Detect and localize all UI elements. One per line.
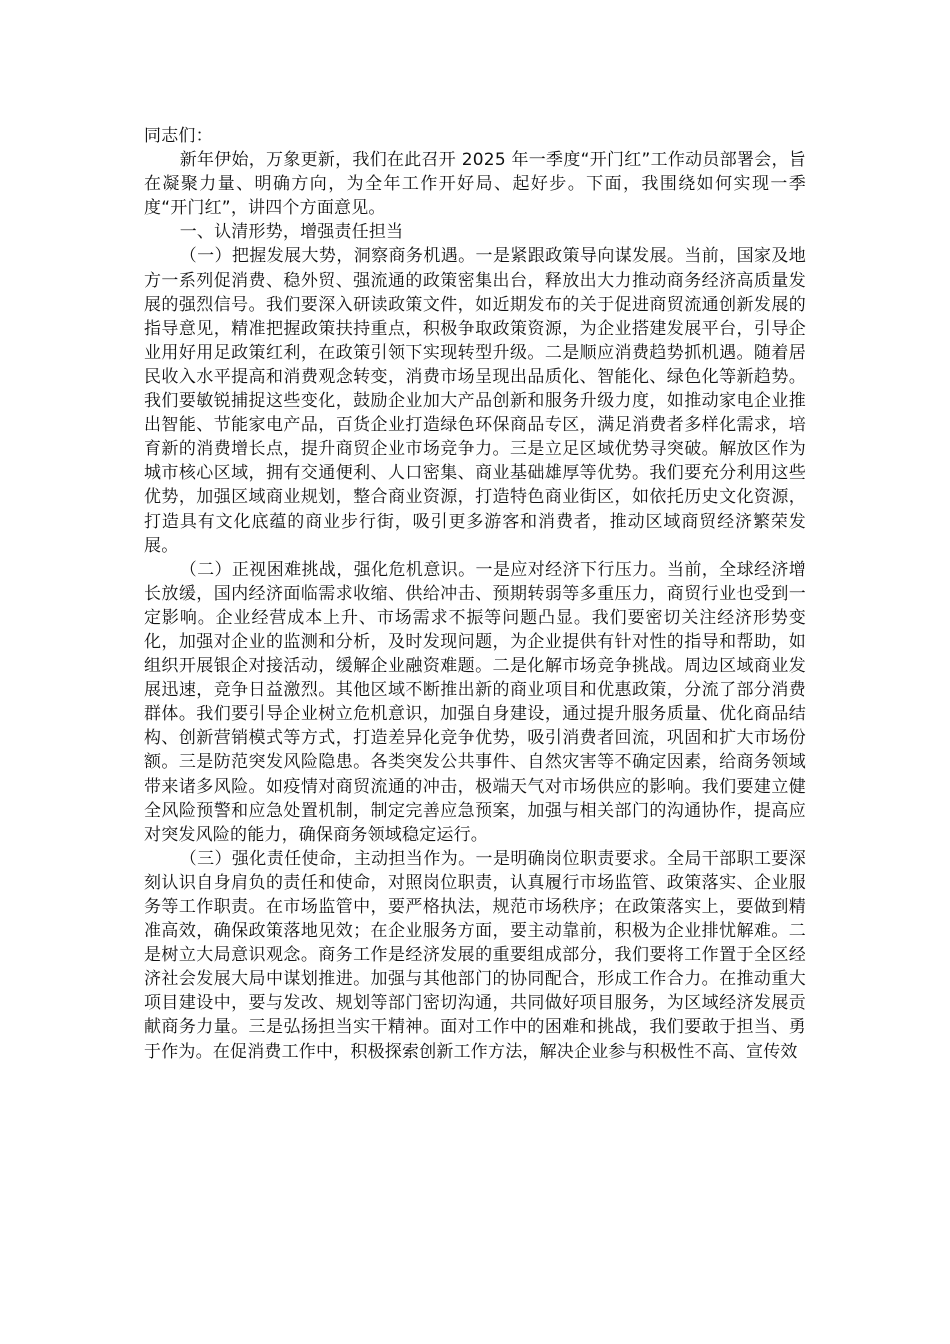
body-paragraph: （三）强化责任使命，主动担当作为。一是明确岗位职责要求。全局干部职工要深刻认识自身肩负的责任和使命，对照岗位职责，认真履行市场监管、政策落实、企业服务等工作职责。在市场监管中，要严格执法，规范市场秩序；在政策落实上，要做到精准高效，确保政策落地见效；在企业服务方面，要主动靠前，积极为企业排忧解难。二是树立大局意识观念。商务工作是经济发展的重要组成部分，我们要将工作置于全区经济社会发展大局中谋划推进。加强与其他部门的协同配合，形成工作合力。在推动重大项目建设中，要与发改、规划等部门密切沟通，共同做好项目服务，为区域经济发展贡献商务力量。三是弘扬担当实干精神。面对工作中的困难和挑战，我们要敢于担当、勇于作为。在促消费工作中，积极探索创新工作方法，解决企业参与积极性不高、宣传效 (144, 848, 806, 1062)
body-paragraph: （一）把握发展大势，洞察商务机遇。一是紧跟政策导向谋发展。当前，国家及地方一系列促消费、稳外贸、强流通的政策密集出台，释放出大力推动商务经济高质量发展的强烈信号。我们要深入研读政策文件，如近期发布的关于促进商贸流通创新发展的指导意见，精准把握政策扶持重点，积极争取政策资源，为企业搭建发展平台，引导企业用好用足政策红利，在政策引领下实现转型升级。二是顺应消费趋势抓机遇。随着居民收入水平提高和消费观念转变，消费市场呈现出品质化、智能化、绿色化等新趋势。我们要敏锐捕捉这些变化，鼓励企业加大产品创新和服务升级力度，如推动家电企业推出智能、节能家电产品，百货企业打造绿色环保商品专区，满足消费者多样化需求，培育新的消费增长点，提升商贸企业市场竞争力。三是立足区域优势寻突破。解放区作为城市核心区域，拥有交通便利、人口密集、商业基础雄厚等优势。我们要充分利用这些优势，加强区域商业规划，整合商业资源，打造特色商业街区，如依托历史文化资源，打造具有文化底蕴的商业步行街，吸引更多游客和消费者，推动区域商贸经济繁荣发展。 (144, 246, 806, 556)
document-body (144, 124, 806, 1064)
intro-paragraph: 新年伊始，万象更新，我们在此召开 2025 年一季度“开门红”工作动员部署会，旨在凝聚力量、明确方向，为全年工作开好局、起好步。下面，我围绕如何实现一季度“开门红”，讲四个方面意见。 (144, 150, 806, 219)
salutation: 同志们： (144, 126, 213, 146)
body-paragraph: （二）正视困难挑战，强化危机意识。一是应对经济下行压力。当前，全球经济增长放缓，国内经济面临需求收缩、供给冲击、预期转弱等多重压力，商贸行业也受到一定影响。企业经营成本上升、市场需求不振等问题凸显。我们要密切关注经济形势变化，加强对企业的监测和分析，及时发现问题，为企业提供有针对性的指导和帮助，如组织开展银企对接活动，缓解企业融资难题。二是化解市场竞争挑战。周边区域商业发展迅速，竞争日益激烈。其他区域不断推出新的商业项目和优惠政策，分流了部分消费群体。我们要引导企业树立危机意识，加强自身建设，通过提升服务质量、优化商品结构、创新营销模式等方式，打造差异化竞争优势，吸引消费者回流，巩固和扩大市场份额。三是防范突发风险隐患。各类突发公共事件、自然灾害等不确定因素，给商务领域带来诸多风险。如疫情对商贸流通的冲击，极端天气对市场供应的影响。我们要建立健全风险预警和应急处置机制，制定完善应急预案，加强与相关部门的沟通协作，提高应对突发风险的能力，确保商务领域稳定运行。 (144, 559, 806, 845)
section-heading: 一、认清形势，增强责任担当 (179, 222, 404, 243)
